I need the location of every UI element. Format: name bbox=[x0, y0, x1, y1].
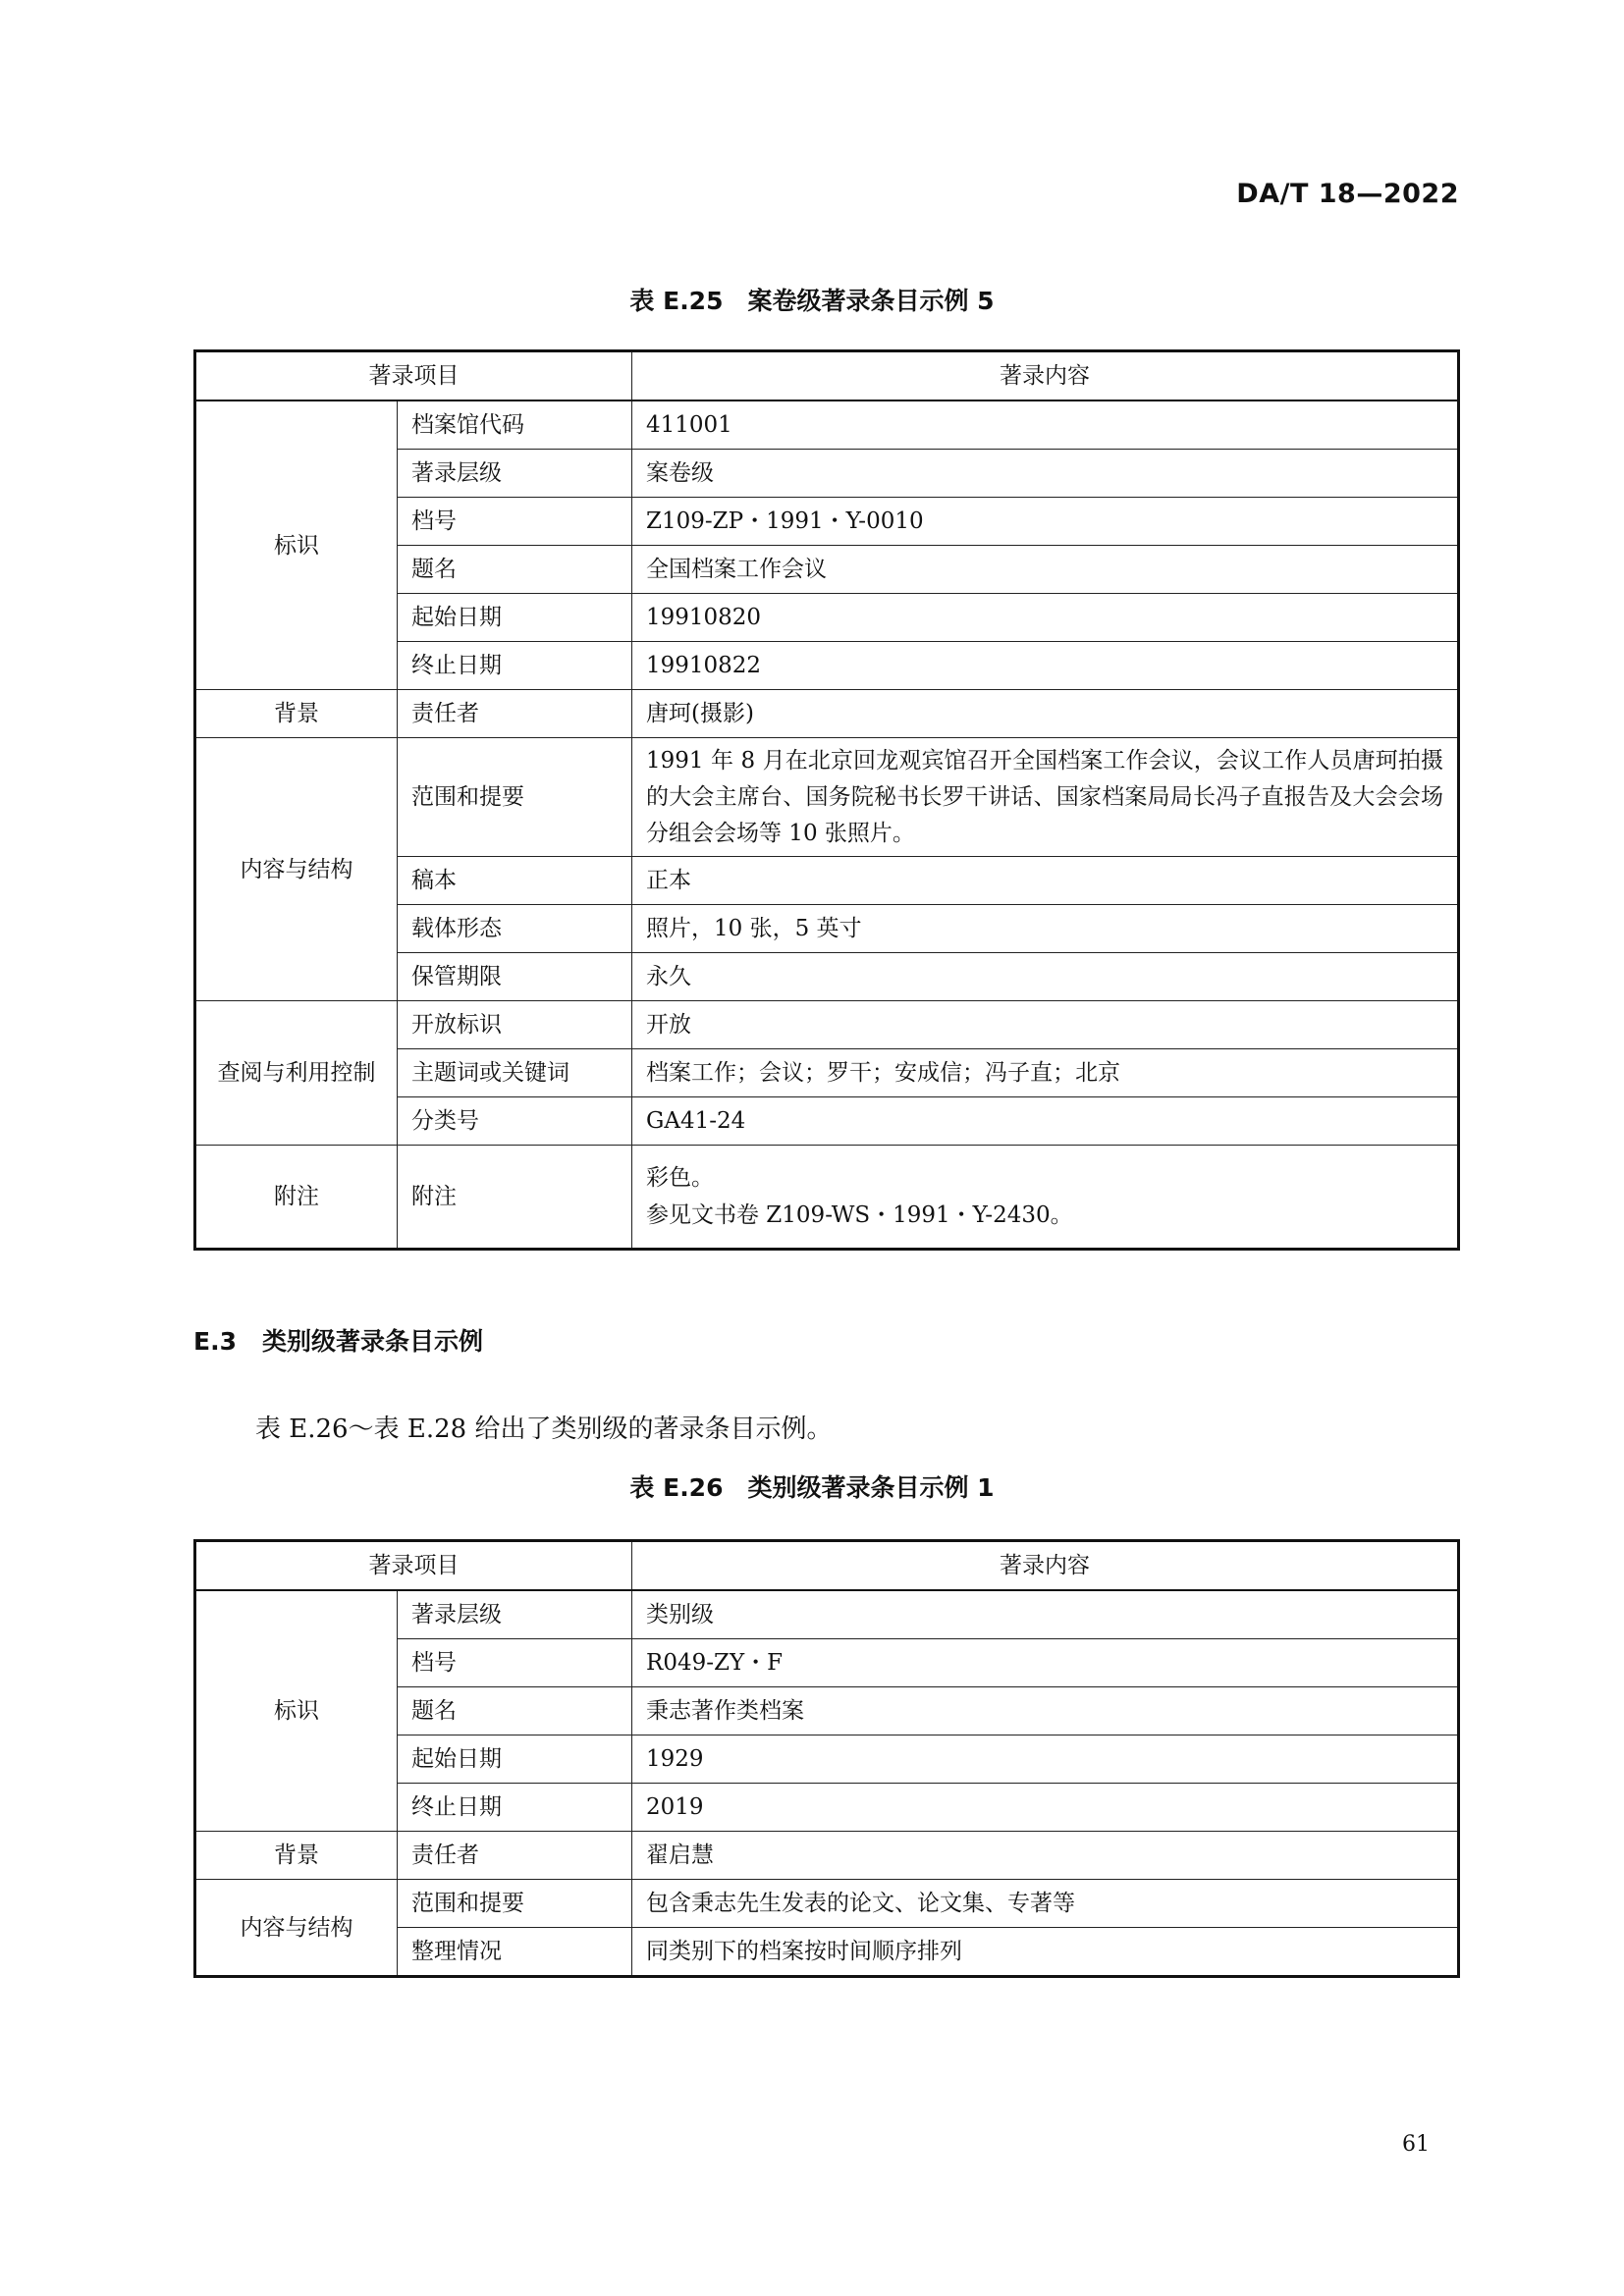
table-row bbox=[195, 738, 1459, 857]
table-row bbox=[195, 1880, 1459, 1928]
page-number: 61 bbox=[1402, 2132, 1430, 2157]
row-value: 照片，10 张，5 英寸 bbox=[632, 905, 1459, 953]
header-item: 著录项目 bbox=[195, 351, 632, 401]
group-label: 标识 bbox=[195, 400, 398, 690]
row-item: 责任者 bbox=[398, 690, 632, 738]
group-label: 背景 bbox=[195, 1832, 398, 1880]
row-value bbox=[632, 1146, 1459, 1250]
group-label: 查阅与利用控制 bbox=[195, 1001, 398, 1146]
table-header-row bbox=[195, 1541, 1459, 1591]
table-row bbox=[195, 1001, 1459, 1049]
header-item: 著录项目 bbox=[195, 1541, 632, 1591]
row-item: 范围和提要 bbox=[398, 738, 632, 857]
row-value: 永久 bbox=[632, 953, 1459, 1001]
row-item: 著录层级 bbox=[398, 1590, 632, 1639]
row-value: 案卷级 bbox=[632, 450, 1459, 498]
row-item: 档号 bbox=[398, 1639, 632, 1687]
row-value: 开放 bbox=[632, 1001, 1459, 1049]
row-item: 分类号 bbox=[398, 1097, 632, 1146]
row-value: GA41-24 bbox=[632, 1097, 1459, 1146]
table2-caption: 表 E.26 类别级著录条目示例 1 bbox=[629, 1473, 995, 1502]
row-value: R049-ZY・F bbox=[632, 1639, 1459, 1687]
table-header-row bbox=[195, 351, 1459, 401]
row-value: 全国档案工作会议 bbox=[632, 546, 1459, 594]
note-line-1: 彩色。 bbox=[646, 1165, 714, 1191]
standard-code: DA/T 18—2022 bbox=[1236, 179, 1459, 209]
row-item: 著录层级 bbox=[398, 450, 632, 498]
note-line-2: 参见文书卷 Z109-WS・1991・Y-2430。 bbox=[646, 1202, 1073, 1228]
table-row bbox=[195, 690, 1459, 738]
row-item: 题名 bbox=[398, 546, 632, 594]
row-item: 范围和提要 bbox=[398, 1880, 632, 1928]
row-value: 1929 bbox=[632, 1735, 1459, 1784]
table-row bbox=[195, 1832, 1459, 1880]
row-item: 主题词或关键词 bbox=[398, 1049, 632, 1097]
row-item: 题名 bbox=[398, 1687, 632, 1735]
table-row bbox=[195, 1146, 1459, 1250]
header-content: 著录内容 bbox=[632, 351, 1459, 401]
group-label: 标识 bbox=[195, 1590, 398, 1832]
row-item: 整理情况 bbox=[398, 1928, 632, 1977]
row-item: 起始日期 bbox=[398, 1735, 632, 1784]
row-value: 正本 bbox=[632, 857, 1459, 905]
group-label: 内容与结构 bbox=[195, 738, 398, 1001]
section-number: E.3 bbox=[193, 1327, 237, 1356]
group-label: 内容与结构 bbox=[195, 1880, 398, 1977]
row-value: Z109-ZP・1991・Y-0010 bbox=[632, 498, 1459, 546]
header-content: 著录内容 bbox=[632, 1541, 1459, 1591]
row-value: 唐珂(摄影) bbox=[632, 690, 1459, 738]
row-value: 2019 bbox=[632, 1784, 1459, 1832]
row-value: 秉志著作类档案 bbox=[632, 1687, 1459, 1735]
row-value: 19910822 bbox=[632, 642, 1459, 690]
row-item: 终止日期 bbox=[398, 1784, 632, 1832]
row-value: 包含秉志先生发表的论文、论文集、专著等 bbox=[632, 1880, 1459, 1928]
row-item: 载体形态 bbox=[398, 905, 632, 953]
section-heading bbox=[193, 1322, 483, 1358]
row-item: 附注 bbox=[398, 1146, 632, 1250]
row-value: 19910820 bbox=[632, 594, 1459, 642]
group-label: 背景 bbox=[195, 690, 398, 738]
row-item: 开放标识 bbox=[398, 1001, 632, 1049]
row-value: 1991 年 8 月在北京回龙观宾馆召开全国档案工作会议，会议工作人员唐珂拍摄的大会主席台、国务院秘书长罗干讲话、国家档案局局长冯子直报告及大会会场分组会会场等 10 张照片。 bbox=[632, 738, 1459, 857]
row-value: 档案工作；会议；罗干；安成信；冯子直；北京 bbox=[632, 1049, 1459, 1097]
table-row bbox=[195, 1590, 1459, 1639]
table1-caption: 表 E.25 案卷级著录条目示例 5 bbox=[629, 287, 995, 315]
row-value: 同类别下的档案按时间顺序排列 bbox=[632, 1928, 1459, 1977]
group-label: 附注 bbox=[195, 1146, 398, 1250]
row-item: 稿本 bbox=[398, 857, 632, 905]
row-item: 起始日期 bbox=[398, 594, 632, 642]
record-table-2 bbox=[193, 1539, 1460, 1978]
row-item: 保管期限 bbox=[398, 953, 632, 1001]
table-row bbox=[195, 400, 1459, 450]
row-value: 类别级 bbox=[632, 1590, 1459, 1639]
record-table-1 bbox=[193, 349, 1460, 1251]
row-value: 翟启慧 bbox=[632, 1832, 1459, 1880]
row-item: 档号 bbox=[398, 498, 632, 546]
intro-paragraph: 表 E.26～表 E.28 给出了类别级的著录条目示例。 bbox=[255, 1415, 833, 1444]
section-title: 类别级著录条目示例 bbox=[261, 1327, 483, 1356]
row-item: 档案馆代码 bbox=[398, 400, 632, 450]
row-value: 411001 bbox=[632, 400, 1459, 450]
row-item: 终止日期 bbox=[398, 642, 632, 690]
row-item: 责任者 bbox=[398, 1832, 632, 1880]
